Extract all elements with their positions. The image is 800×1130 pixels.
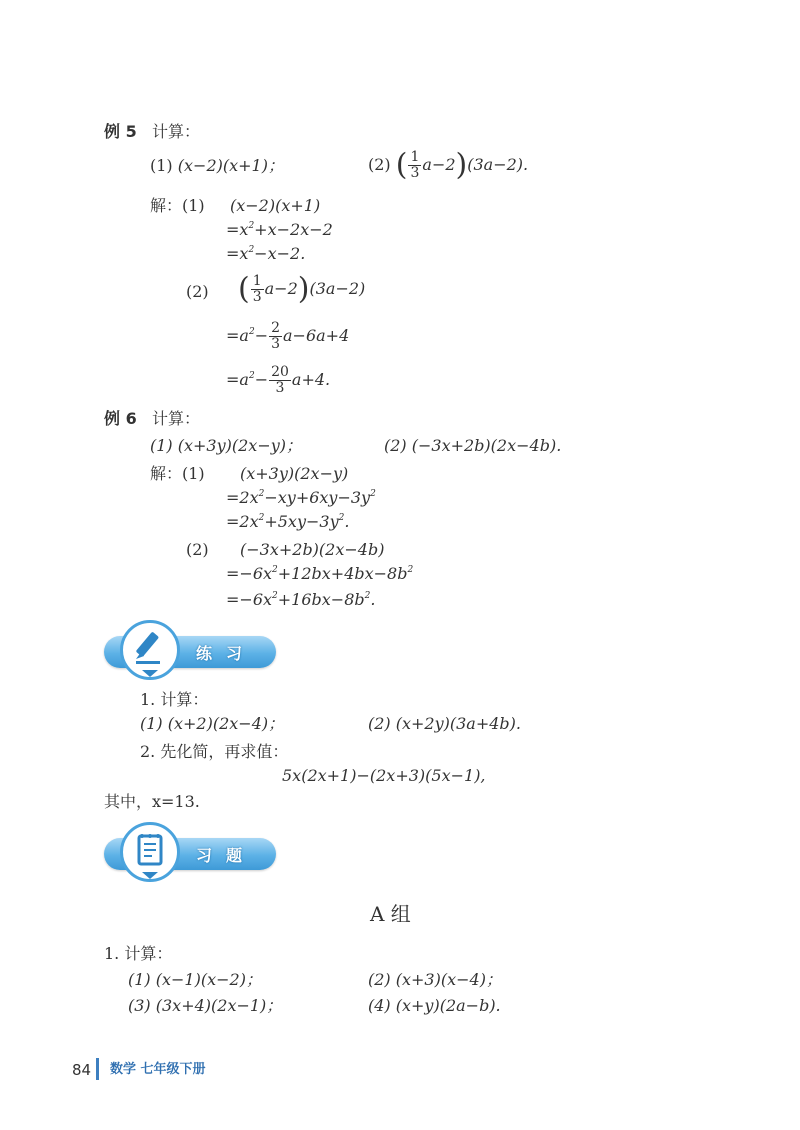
ex6-sol2-line2: $=-6x^2+12bx+4bx-8b^2$	[226, 564, 414, 583]
notebook-icon	[123, 825, 177, 879]
ex6-sol2-line1: (−3x+2b)(2x−4b)	[240, 540, 385, 559]
ex6-sol2-label: (2)	[186, 540, 209, 559]
ex5-sol2-line3: $=a^2-$ $\frac{20}{3}$ a+4.	[226, 364, 331, 396]
example-6-title: 例 6	[104, 409, 137, 428]
ex5-problem-1: (1) (x−2)(x+1)；	[150, 156, 284, 175]
ex5-problem-2: (2) ( $\frac{1}{3}$ a−2)(3a−2).	[368, 147, 529, 183]
ex5-sol1-line1: (x−2)(x+1)	[230, 196, 321, 215]
ex5-sol2-label: (2)	[186, 282, 209, 301]
practice-q2-expr: 5x(2x+1)−(2x+3)(5x−1),	[282, 766, 486, 785]
ex6-problem-2: (2) (−3x+2b)(2x−4b).	[384, 436, 562, 455]
ex5-sol2-line2: $=a^2-$ $\frac{2}{3}$ a−6a+4	[226, 320, 350, 352]
pencil-icon	[123, 623, 177, 677]
ex5-sol1-line3: $=x^2-x-2$.	[226, 244, 306, 263]
exercises-banner	[104, 838, 276, 870]
exercise-q1: 1. 计算：	[104, 944, 173, 963]
exercise-q1-4: (4) (x+y)(2a−b).	[368, 996, 501, 1015]
exercise-q1-2: (2) (x+3)(x−4)；	[368, 970, 502, 989]
exercises-pointer-icon	[142, 872, 158, 879]
exercise-q1-3: (3) (3x+4)(2x−1)；	[128, 996, 283, 1015]
ex6-sol1-line3: $=2x^2+5xy-3y^2$.	[226, 512, 350, 531]
ex6-sol1-line1: (x+3y)(2x−y)	[240, 464, 349, 483]
footer-divider	[96, 1058, 99, 1080]
example-5-task: 计算：	[152, 122, 201, 141]
practice-pointer-icon	[142, 670, 158, 677]
exercises-banner-label: 习题	[196, 846, 257, 865]
footer-book-title: 数学 七年级下册	[110, 1062, 206, 1077]
ex6-sol2-line3: $=-6x^2+16bx-8b^2$.	[226, 590, 376, 609]
practice-q2-cond: 其中，x=13.	[104, 792, 200, 811]
example-6-task: 计算：	[152, 409, 201, 428]
practice-q1a: (1) (x+2)(2x−4)；	[140, 714, 285, 733]
example-5-title: 例 5	[104, 122, 137, 141]
ex5-sol2-line1: ( $\frac{1}{3}$ a−2)(3a−2)	[238, 271, 366, 307]
practice-q2: 2. 先化简，再求值：	[140, 742, 289, 761]
practice-q1b: (2) (x+2y)(3a+4b).	[368, 714, 521, 733]
practice-banner	[104, 636, 276, 668]
ex6-sol1-line2: $=2x^2-xy+6xy-3y^2$	[226, 488, 376, 507]
fraction: $\frac{1}{3}$	[410, 149, 420, 181]
practice-banner-label: 练习	[196, 644, 257, 663]
group-title: A 组	[370, 902, 411, 926]
page-number: 84	[72, 1061, 92, 1079]
ex5-sol1-line2: $=x^2+x-2x-2$	[226, 220, 333, 239]
ex6-solution-label: 解：(1)	[150, 464, 205, 483]
ex5-solution-label: 解：(1)	[150, 196, 205, 215]
practice-q1: 1. 计算：	[140, 690, 209, 709]
ex6-problem-1: (1) (x+3y)(2x−y)；	[150, 436, 303, 455]
exercise-q1-1: (1) (x−1)(x−2)；	[128, 970, 262, 989]
